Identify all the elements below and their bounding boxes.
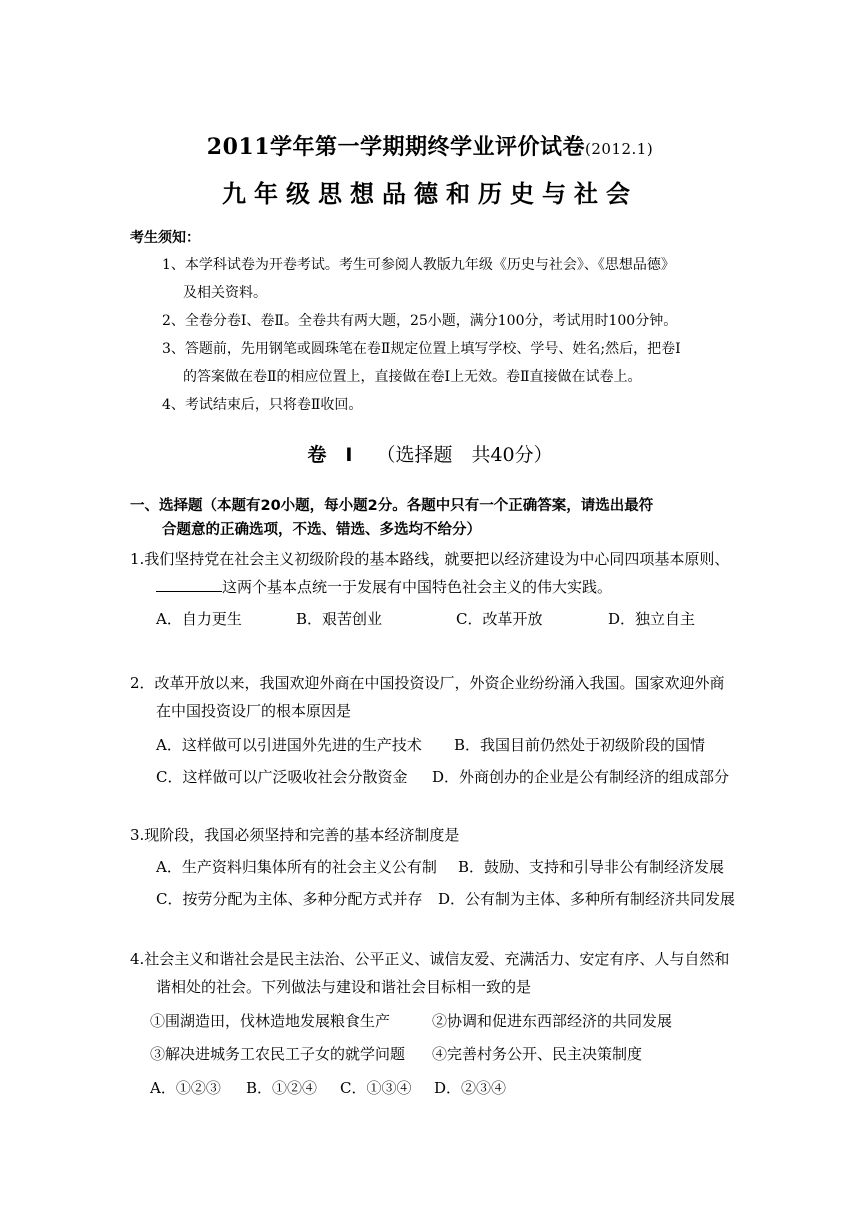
q2-option-c[interactable]: C．这样做可以广泛吸收社会分散资金	[156, 768, 408, 786]
q1-stem-cont	[156, 576, 612, 597]
q2-option-b[interactable]: B．我国目前仍然处于初级阶段的国情	[454, 736, 706, 754]
notice-item-1: 1、本学科试卷为开卷考试。考生可参阅人教版九年级《历史与社会》、《思想品德》	[162, 257, 675, 273]
notice-item-3: 3、答题前，先用钢笔或圆珠笔在卷Ⅱ规定位置上填写学校、学号、姓名;然后，把卷Ⅰ	[162, 341, 681, 357]
q4-stem-cont: 谐相处的社会。下列做法与建设和谐社会目标相一致的是	[156, 978, 532, 996]
part1-heading-cont: 合题意的正确选项，不选、错选、多选均不给分）	[162, 522, 481, 538]
q1-option-d[interactable]: D．独立自主	[608, 610, 696, 628]
q2-stem-cont: 在中国投资设厂的根本原因是	[156, 702, 352, 720]
notice-item-3-cont: 的答案做在卷Ⅱ的相应位置上，直接做在卷Ⅰ上无效。卷Ⅱ直接做在试卷上。	[183, 369, 642, 385]
notice-item-4: 4、考试结束后，只将卷Ⅱ收回。	[162, 397, 363, 413]
notice-item-2: 2、全卷分卷Ⅰ、卷Ⅱ。全卷共有两大题，25小题，满分100分，考试用时100分钟。	[162, 313, 678, 329]
exam-title	[0, 130, 860, 161]
q4-item-3: ③解决进城务工农民工子女的就学问题	[150, 1045, 406, 1063]
q3-option-d[interactable]: D．公有制为主体、多种所有制经济共同发展	[438, 890, 736, 908]
q1-option-a[interactable]: A．自力更生	[156, 610, 242, 628]
section-detail: （选择题 共40分）	[376, 444, 553, 466]
q1-stem: 1.我们坚持党在社会主义初级阶段的基本路线，就要把以经济建设为中心同四项基本原则、	[130, 550, 730, 568]
exam-title-text: 2011学年第一学期期终学业评价试卷	[206, 134, 586, 160]
q4-item-4: ④完善村务公开、民主决策制度	[432, 1045, 643, 1063]
q4-option-a[interactable]: A．①②③	[150, 1079, 221, 1097]
q4-option-d[interactable]: D．②③④	[434, 1079, 507, 1097]
q1-stem-cont-text: 这两个基本点统一于发展有中国特色社会主义的伟大实践。	[222, 578, 613, 596]
section-label: 卷 Ⅰ	[307, 444, 353, 466]
notice-heading: 考生须知：	[130, 230, 200, 246]
q4-option-b[interactable]: B．①②④	[246, 1079, 318, 1097]
part1-heading: 一、选择题（本题有20小题，每小题2分。各题中只有一个正确答案，请选出最符	[130, 498, 654, 514]
q4-item-2: ②协调和促进东西部经济的共同发展	[432, 1012, 673, 1030]
q1-option-b[interactable]: B．艰苦创业	[296, 610, 383, 628]
q3-option-c[interactable]: C．按劳分配为主体、多种分配方式并存	[156, 890, 423, 908]
exam-date: (2012.1)	[585, 140, 654, 158]
q4-item-1: ①围湖造田，伐林造地发展粮食生产	[150, 1012, 391, 1030]
q4-stem: 4.社会主义和谐社会是民主法治、公平正义、诚信友爱、充满活力、安定有序、人与自然和	[130, 950, 730, 968]
q1-option-c[interactable]: C．改革开放	[456, 610, 543, 628]
q3-option-a[interactable]: A．生产资料归集体所有的社会主义公有制	[156, 858, 437, 876]
q2-option-d[interactable]: D．外商创办的企业是公有制经济的组成部分	[432, 768, 730, 786]
notice-item-1-cont: 及相关资料。	[183, 285, 267, 301]
answer-blank[interactable]	[156, 577, 222, 592]
q3-option-b[interactable]: B．鼓励、支持和引导非公有制经济发展	[458, 858, 725, 876]
section-heading	[0, 440, 860, 467]
exam-subtitle: 九年级思想品德和历史与社会	[222, 180, 638, 208]
q4-option-c[interactable]: C．①③④	[340, 1079, 412, 1097]
q2-stem: 2．改革开放以来，我国欢迎外商在中国投资设厂，外资企业纷纷涌入我国。国家欢迎外商	[130, 674, 725, 692]
q2-option-a[interactable]: A．这样做可以引进国外先进的生产技术	[156, 736, 422, 754]
q3-stem: 3.现阶段，我国必须坚持和完善的基本经济制度是	[130, 826, 460, 844]
